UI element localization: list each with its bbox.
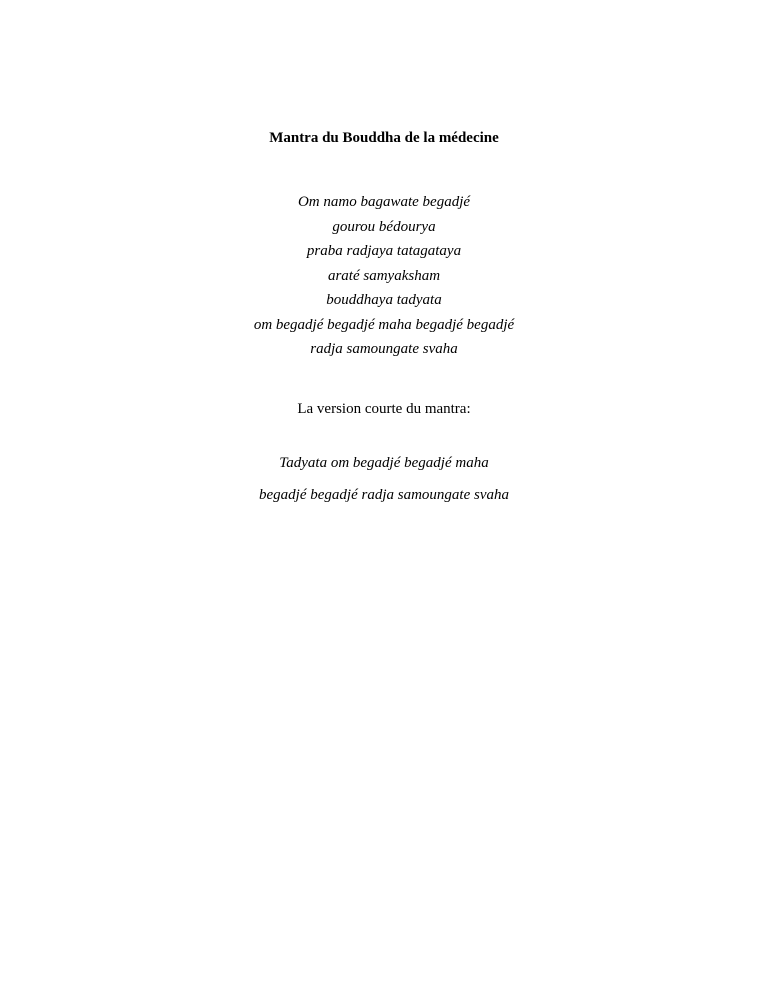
- document-title: Mantra du Bouddha de la médecine: [269, 130, 499, 146]
- mantra-line: gourou bédourya: [332, 218, 436, 235]
- mantra-line: om begadjé begadjé maha begadjé begadjé: [253, 316, 515, 333]
- mantra-line: araté samyaksham: [327, 267, 441, 284]
- short-mantra-line: Tadyata om begadjé begadjé maha: [279, 455, 489, 471]
- mantra-line: praba radjaya tatagataya: [306, 243, 462, 259]
- short-version-heading: La version courte du mantra:: [297, 401, 471, 417]
- short-mantra-line: begadjé begadjé radja samoungate svaha: [259, 487, 509, 503]
- mantra-block: [0, 190, 768, 362]
- mantra-line: Om namo bagawate begadjé: [297, 194, 471, 210]
- short-mantra-block: [0, 447, 768, 511]
- mantra-line: bouddhaya tadyata: [326, 292, 442, 308]
- mantra-line: radja samoungate svaha: [310, 341, 458, 357]
